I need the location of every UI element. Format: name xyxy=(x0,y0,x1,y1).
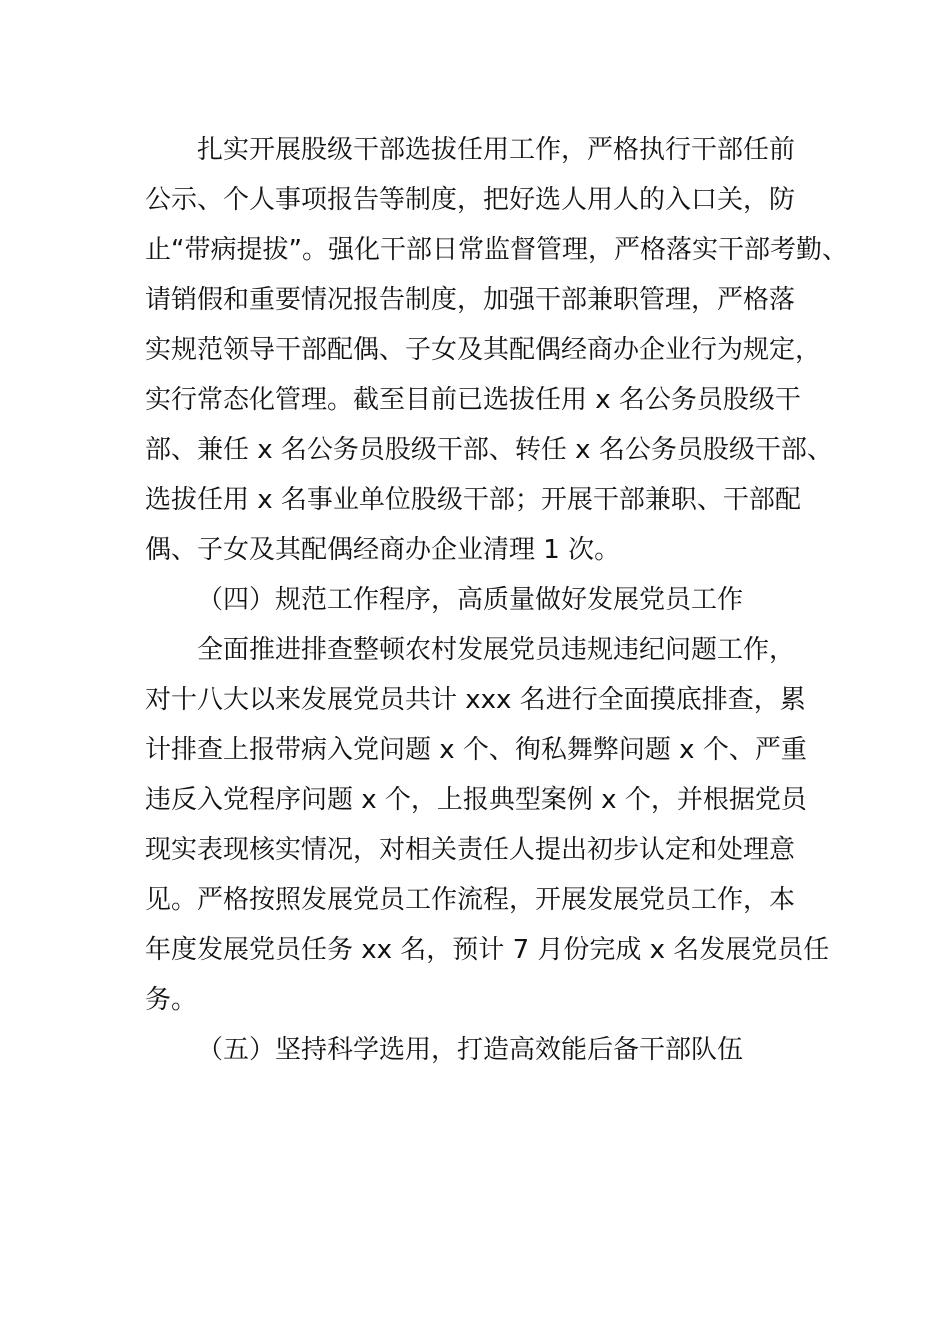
paragraph-line: 务。 xyxy=(145,985,198,1015)
paragraph-line: 计排查上报带病入党问题 x 个、徇私舞弊问题 x 个、严重 xyxy=(145,735,807,765)
paragraph-line: 部、兼任 x 名公务员股级干部、转任 x 名公务员股级干部、 xyxy=(145,435,833,465)
section-heading-four: （四）规范工作程序，高质量做好发展党员工作 xyxy=(197,585,744,615)
document-body xyxy=(145,125,848,1075)
paragraph-line: 现实表现核实情况，对相关责任人提出初步认定和处理意 xyxy=(145,835,796,865)
paragraph-line: 实规范领导干部配偶、子女及其配偶经商办企业行为规定， xyxy=(145,335,822,365)
paragraph-line: 止“带病提拔”。强化干部日常监督管理，严格落实干部考勤、 xyxy=(145,235,848,265)
paragraph-line: 公示、个人事项报告等制度，把好选人用人的入口关，防 xyxy=(145,185,796,215)
paragraph-line: 偶、子女及其配偶经商办企业清理 1 次。 xyxy=(145,535,621,565)
paragraph-line: 全面推进排查整顿农村发展党员违规违纪问题工作， xyxy=(197,635,796,665)
paragraph-line: 违反入党程序问题 x 个，上报典型案例 x 个，并根据党员 xyxy=(145,785,807,815)
paragraph-line: 选拔任用 x 名事业单位股级干部；开展干部兼职、干部配 xyxy=(145,485,801,515)
section-heading-five: （五）坚持科学选用，打造高效能后备干部队伍 xyxy=(197,1035,744,1065)
paragraph-line: 实行常态化管理。截至目前已选拔任用 x 名公务员股级干 xyxy=(145,385,801,415)
paragraph-line: 见。严格按照发展党员工作流程，开展发展党员工作，本 xyxy=(145,885,796,915)
paragraph-line: 对十八大以来发展党员共计 xxx 名进行全面摸底排查，累 xyxy=(145,685,806,715)
paragraph-line: 请销假和重要情况报告制度，加强干部兼职管理，严格落 xyxy=(145,285,796,315)
paragraph-line: 扎实开展股级干部选拔任用工作，严格执行干部任前 xyxy=(197,135,796,165)
paragraph-line: 年度发展党员任务 xx 名，预计 7 月份完成 x 名发展党员任 xyxy=(145,935,830,965)
